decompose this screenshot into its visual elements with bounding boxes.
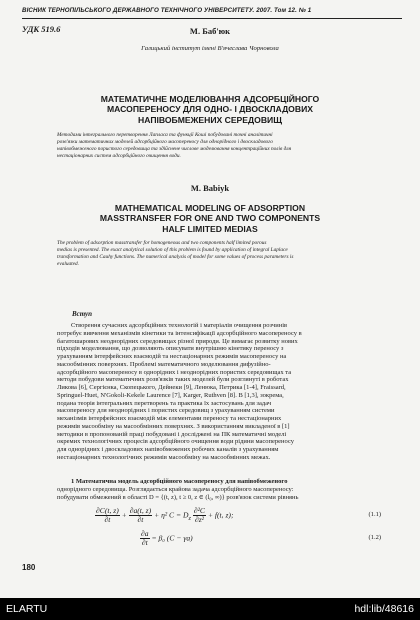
section1-line: однорідного середовища. Розглядається крайова задача адсорбційного масопереносу: — [57, 485, 294, 493]
intro-line: підходів моделювання, що дозволяють описувати внутрішню кінетику переносу з — [57, 345, 284, 353]
intro-line: окремих технологічних процесів адсорбційного очищення води рідини масопереносу — [57, 438, 294, 446]
eq1-fraction-d2c: $\frac{\text{∂²C}}{\text{∂z²}}$ — [193, 506, 205, 524]
equation-1-1: $\frac{\partial C(t, z)}{\partial t}$ + $\frac{\partial a(t, z)}{\partial t}$ + η² $C = D_z$ $\frac{\text{∂²C}}{\text{∂z²}}$ + f(t, z); (1.1) — [96, 506, 381, 524]
intro-line: методики в пропонованій праці побудовані і досліджені на ПК математичні моделі — [57, 430, 287, 438]
intro-line: масопереносу для неоднорідних і пористих середовищ з урахуванням системи — [57, 407, 275, 415]
abstract-ua-line: розв'язки математичних моделей адсорбційного масопереносу для однорідного і двоскладового — [57, 138, 273, 145]
title-en — [30, 203, 390, 234]
abstract-ua-line: нестаціонарних систем адсорбційного очищення води. — [57, 152, 181, 159]
affiliation-ua: Галицький інститут імені В'ячеслава Чорновола — [141, 45, 279, 52]
equation-1-2: $\frac{\partial a}{\partial t}$ = β₀ (C − γa) (1.2) — [141, 529, 381, 547]
section1-line: побудувати обмежений в області D = {(t, z), t ≥ 0, z ∈ (l₀, ∞)} розв'язок системи рівнянь — [57, 493, 299, 501]
title-en-line: MATHEMATICAL MODELING OF ADSORPTION — [114, 203, 306, 213]
abstract-ua — [57, 132, 369, 160]
abstract-en-line: The problem of adsorption masstransfer for homogeneous and two components half limited porous — [57, 240, 267, 246]
intro-line: адсорбційного масопереносу в однорідних і неоднорідних пористих середовищах та — [57, 368, 292, 376]
intro-line: масообмінних поверхнях. Проблемі математичного моделювання дифузійно- — [57, 360, 271, 368]
journal-header: ВІСНИК ТЕРНОПІЛЬСЬКОГО ДЕРЖАВНОГО ТЕХНІЧНОГО УНІВЕРСИТЕТУ. 2007. Том 12. № 1 — [22, 7, 312, 14]
abstract-en-line: medias is presented. The exact analytical solution of this problem is found by application of integral Laplace — [57, 246, 288, 253]
intro-line: для однорідних і двоскладових напівобмежених робочих каналів з урахуванням — [57, 446, 279, 453]
equation-number: (1.1) — [368, 511, 381, 518]
abstract-ua-line: напівобмеженого пористого середовища та здійснене числове моделювання концентраційних полів для — [57, 145, 292, 152]
author-ua: М. Баб'юк — [189, 26, 231, 36]
intro-line: Створення сучасних адсорбційних технологій і матеріалів очищення розчинів — [71, 322, 288, 329]
author-en: M. Babiyk — [190, 183, 230, 193]
intro-line: нестаціонарних технологічних режимів масообміну на масообмінних межах. — [57, 453, 271, 461]
intro-line: Springuel-Huet, N'Gokoli-Kekele Laurence [7], Karger, Ruthven [8]. В [1,3], зокрема, — [57, 391, 284, 399]
section1-line: 1 Математична модель адсорбційного масопереносу для напівобмеженого — [71, 478, 288, 485]
repository-footer — [0, 598, 420, 620]
handle-link[interactable]: hdl:lib/48616 — [354, 603, 414, 615]
title-en-line: HALF LIMITED MEDIAS — [162, 223, 258, 234]
header-rule — [22, 18, 402, 19]
intro-line: подана теорія інтегральних перетворень та практика їх застосувань для задач — [57, 399, 272, 407]
eq1-fraction-dc: $\frac{\partial C(t, z)}{\partial t}$ — [96, 506, 119, 524]
section1-paragraph — [57, 478, 378, 501]
abstract-en-line: evaluated. — [57, 260, 79, 267]
udk-code: УДК 519.6 — [22, 24, 61, 34]
intro-line: механізмів інтерфейсних взаємодій між елементами переносу та нестаціонарних — [57, 415, 282, 422]
title-ua-line: НАПІВОБМЕЖЕНИХ СЕРЕДОВИЩ — [138, 114, 282, 125]
intro-line: режимів масообміну на масообмінних поверхнях. З використанням викладеної в [1] — [57, 422, 290, 430]
intro-line: урахуванням інтерфейсних взаємодій та нестаціонарних режимів масопереносу на — [57, 353, 287, 360]
eq1-fraction-da: $\frac{\partial a(t, z)}{\partial t}$ — [129, 506, 152, 524]
equation-number: (1.2) — [368, 534, 381, 541]
title-ua — [30, 94, 390, 125]
title-ua-line: МАСОПЕРЕНОСУ ДЛЯ ОДНО- І ДВОСКЛАДОВИХ — [107, 104, 313, 115]
intro-line: багатошарових неоднорідних середовищах різної природи. Це вимагає розвитку нових — [57, 337, 298, 345]
eq2-fraction-da: $\frac{\partial a}{\partial t}$ — [141, 529, 149, 547]
title-en-line: MASSTRANSFER FOR ONE AND TWO COMPONENTS — [99, 213, 321, 224]
intro-line: Ликова [6], Сергієнка, Скопецького, Дейнеки [9], Ленюка, Петрика [1-4], Fraissard, — [57, 384, 286, 391]
intro-paragraph — [57, 322, 378, 462]
repository-name: ELARTU — [6, 603, 48, 615]
intro-line: потребує вивчення механізмів кінетики та інтенсифікації адсорбційного масопереносу в — [57, 329, 302, 337]
abstract-en — [57, 240, 369, 268]
title-ua-line: МАТЕМАТИЧНЕ МОДЕЛЮВАННЯ АДСОРБЦІЙНОГО — [100, 94, 320, 104]
intro-heading: Вступ — [72, 310, 93, 318]
intro-line: методи побудови математичних розв'язків таких моделей були розглянуті в роботах — [57, 376, 289, 384]
abstract-en-line: transformation and Cauhy functions. The numerical analysis of model for some values of process parameters is — [57, 253, 294, 260]
abstract-ua-line: Методами інтегрального перетворення Лапласа та функції Коші побудовані точні аналітичні — [57, 132, 273, 138]
page-number: 180 — [22, 563, 36, 572]
